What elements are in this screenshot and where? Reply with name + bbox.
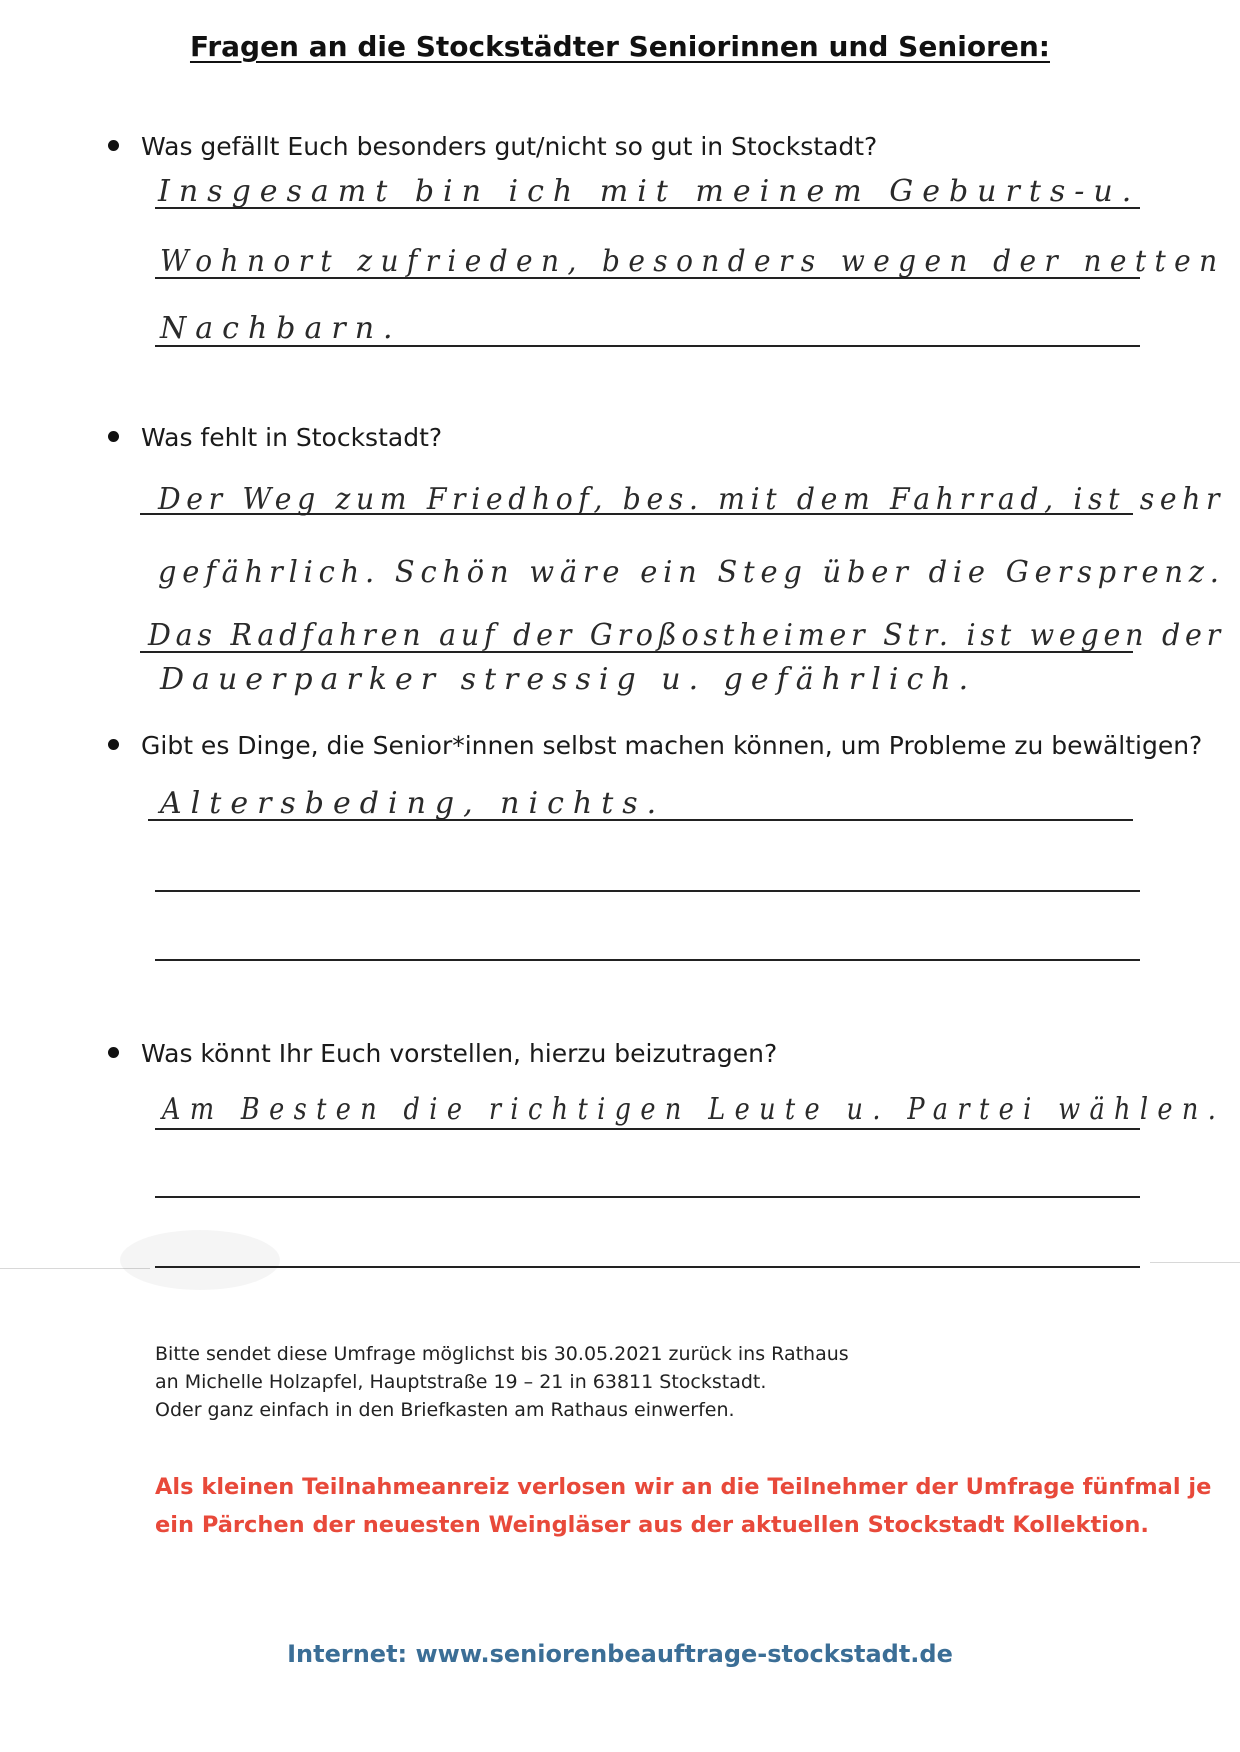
page-title: Fragen an die Stockstädter Seniorinnen und Senioren: [189,30,1050,63]
info-line: Oder ganz einfach in den Briefkasten am Rathaus einwerfen. [155,1399,735,1421]
answer-rule [155,1196,1140,1198]
answer-2-line-2: gefährlich. Schön wäre ein Steg über die Gersprenz. [158,555,1225,590]
scan-smudge [120,1230,280,1290]
info-line: Bitte sendet diese Umfrage möglichst bis 30.05.2021 zurück ins Rathaus [155,1343,849,1365]
info-line: an Michelle Holzapfel, Hauptstraße 19 – 21 in 63811 Stockstadt. [155,1371,767,1393]
question-2-text: Was fehlt in Stockstadt? [141,423,443,452]
bullet-icon [108,739,119,750]
answer-1-line-1: Insgesamt bin ich mit meinem Geburts-u. [158,174,1141,209]
question-4 [108,1039,777,1068]
answer-rule [155,890,1140,892]
answer-1-line-2: Wohnort zufrieden, besonders wegen der netten [160,244,1226,279]
question-2 [108,423,442,452]
answer-4-line-1: Am Besten die richtigen Leute u. Partei wählen. [162,1092,1226,1127]
answer-rule [155,1266,1140,1268]
bullet-icon [108,431,119,442]
question-3-text: Gibt es Dinge, die Senior*innen selbst machen können, um Probleme zu bewältigen? [141,731,1203,760]
answer-rule [148,819,1133,821]
prize-line: ein Pärchen der neuesten Weingläser aus der aktuellen Stockstadt Kollektion. [155,1512,1149,1538]
answer-2-line-3: Das Radfahren auf der Großostheimer Str. ist wegen der [148,618,1226,653]
question-4-text: Was könnt Ihr Euch vorstellen, hierzu beizutragen? [141,1039,778,1068]
answer-2-line-1: Der Weg zum Friedhof, bes. mit dem Fahrrad, ist sehr [158,482,1226,517]
question-1-text: Was gefällt Euch besonders gut/nicht so gut in Stockstadt? [141,132,878,161]
answer-rule [155,277,1140,279]
scan-artifact-line [1150,1262,1240,1263]
bullet-icon [108,140,119,151]
question-3 [108,731,1202,760]
answer-rule [155,207,1140,209]
answer-rule [155,345,1140,347]
prize-notice [155,1468,1211,1544]
answer-1-line-3: Nachbarn. [160,311,402,346]
answer-3-line-1: Altersbeding, nichts. [160,786,666,821]
return-instructions [155,1340,849,1424]
prize-line: Als kleinen Teilnahmeanreiz verlosen wir an die Teilnehmer der Umfrage fünfmal je [155,1474,1212,1500]
bullet-icon [108,1047,119,1058]
internet-link[interactable]: Internet: www.seniorenbeauftrage-stockstadt.de [287,1640,953,1668]
answer-rule [140,651,1133,653]
answer-rule [155,959,1140,961]
answer-2-line-4: Dauerparker stressig u. gefährlich. [160,662,977,697]
question-1 [108,132,877,161]
answer-rule [155,1128,1140,1130]
answer-rule [140,513,1133,515]
